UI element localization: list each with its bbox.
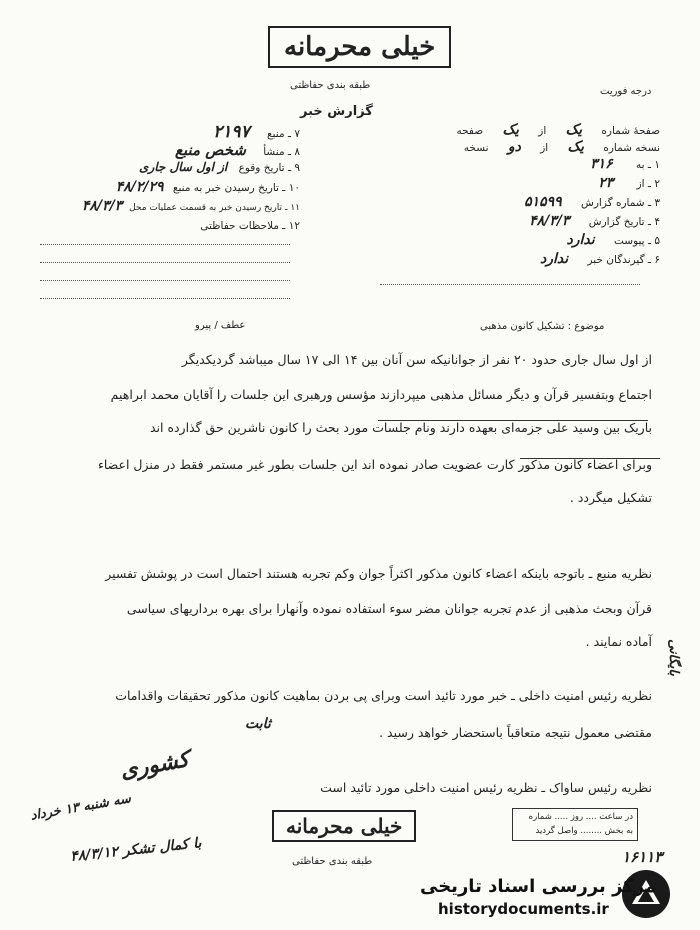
report-title: گزارش خبر: [300, 104, 373, 119]
classification-label: طبقه بندی حفاظتی: [290, 80, 371, 91]
reference-label: عطف / پیرو: [195, 320, 246, 331]
receipt-stamp-box: [512, 808, 638, 841]
subject-line: موضوع : تشکیل کانون مذهبی: [480, 321, 605, 332]
watermark-url: historydocuments.ir: [438, 900, 609, 918]
field-copy-number: نسخه شماره یک از دو نسخه: [463, 139, 660, 155]
body-line: نظریه رئیس امنیت داخلی ـ خبر مورد تائید است وبرای پی بردن بماهیت کانون مذکور تحقیقات واقدامات: [115, 688, 652, 703]
dotted-lines-right: [380, 284, 640, 285]
body-line: مقتضی معمول نتیجه متعاقباً باستحضار خواهد رسید .: [379, 725, 652, 740]
left-field-list: [30, 122, 300, 236]
top-classification-stamp: خیلی محرمانه: [268, 26, 451, 68]
body-line: آماده نمایند .: [585, 634, 652, 649]
body-line: اجتماع وبتفسیر قرآن و دیگر مسائل مذهبی میپردازند مؤسس ورهبری این جلسات را آقایان محمد ابراهیم: [110, 387, 652, 402]
field-attachment: ۵ ـ پیوست ندارد: [566, 232, 660, 248]
bottom-classification-label: طبقه بندی حفاظتی: [292, 856, 373, 867]
handwritten-signature-name: کشوری: [118, 746, 192, 784]
handwritten-note: با کمال تشکر ۴۸/۳/۱۲: [69, 835, 203, 865]
right-field-list: [390, 122, 660, 270]
field-recipients: ۶ ـ گیرندگان خبر ندارد: [540, 251, 660, 267]
body-line: تشکیل میگردد .: [569, 490, 652, 505]
field-date-to-operations: ۱۱ ـ تاریخ رسیدن خبر به قسمت عملیات محل ۴۸/۳/۳: [81, 198, 300, 214]
field-security-notes: ۱۲ ـ ملاحظات حفاظتی: [200, 220, 300, 232]
source-opinion: [52, 566, 652, 649]
savak-chief-opinion: نظریه رئیس ساواک ـ نظریه رئیس امنیت داخلی مورد تائید است: [320, 780, 652, 795]
receipt-stamp-line: در ساعت .... روز ..... شماره: [528, 812, 633, 822]
body-line: وبرای اعضاء کانون مذکور کارت عضویت صادر نموده اند این جلسات بطور غیر مستمر فقط در منزل اعضاء: [97, 457, 652, 472]
underline-mark: [520, 458, 660, 459]
body-line: نظریه منبع ـ باتوجه باینکه اعضاء کانون مذکور اکثراً جوان وکم تجربه هستند احتمال است در پوشش تفسیر: [105, 566, 652, 581]
watermark-title: مرکز بررسی اسناد تاریخی: [420, 876, 657, 897]
body-line: از اول سال جاری حدود ۲۰ نفر از جوانانیکه سن آنان بین ۱۴ الی ۱۷ سال میباشد گردیکدیگر: [181, 352, 652, 367]
handwritten-signature-middle: ثابت: [245, 716, 271, 732]
field-page-number: صفحهٔ شماره یک از یک صفحه: [456, 122, 660, 138]
handwritten-number: ۱۶۱۱۳: [622, 848, 663, 866]
field-from: ۲ ـ از ۲۳: [598, 175, 660, 191]
internal-security-opinion: [52, 688, 652, 740]
field-date-to-source: ۱۰ ـ تاریخ رسیدن خبر به منبع ۴۸/۲/۲۹: [115, 179, 300, 195]
field-to: ۱ ـ به ۳۱۶: [590, 156, 660, 172]
body-line: قرآن وبحث مذهبی از عدم تجربه جوانان مضر سوء استفاده نموده وآنهارا برای بهره برداریهای سیاسی: [126, 601, 652, 616]
field-origin: ۸ ـ منشأ شخص منبع: [174, 141, 300, 159]
body-line: باریک بین وسید علی جزمه‌ای بعهده دارند ونام جلسات مورد بحث را کانون ناشرین حق گذارده اند: [149, 420, 652, 435]
handwritten-margin-note: بایگانی: [665, 639, 681, 676]
report-body: [52, 352, 652, 505]
field-occurrence-date: ۹ ـ تاریخ وقوع از اول سال جاری: [139, 160, 300, 174]
dotted-lines-left: [40, 244, 290, 299]
priority-label: درجه فوریت: [600, 86, 652, 97]
field-report-date: ۴ ـ تاریخ گزارش ۴۸/۳/۳: [529, 213, 660, 229]
receipt-stamp-line: به بخش ........ واصل گردید: [535, 825, 633, 836]
underline-mark: [378, 420, 648, 421]
field-source: ۷ ـ منبع ۲۱۹۷: [213, 122, 300, 142]
field-report-number: ۳ ـ شماره گزارش ۵۱۵۹۹: [524, 194, 660, 210]
bottom-classification-stamp: خیلی محرمانه: [272, 810, 416, 842]
handwritten-note: سه شنبه ۱۳ خرداد: [29, 791, 133, 824]
